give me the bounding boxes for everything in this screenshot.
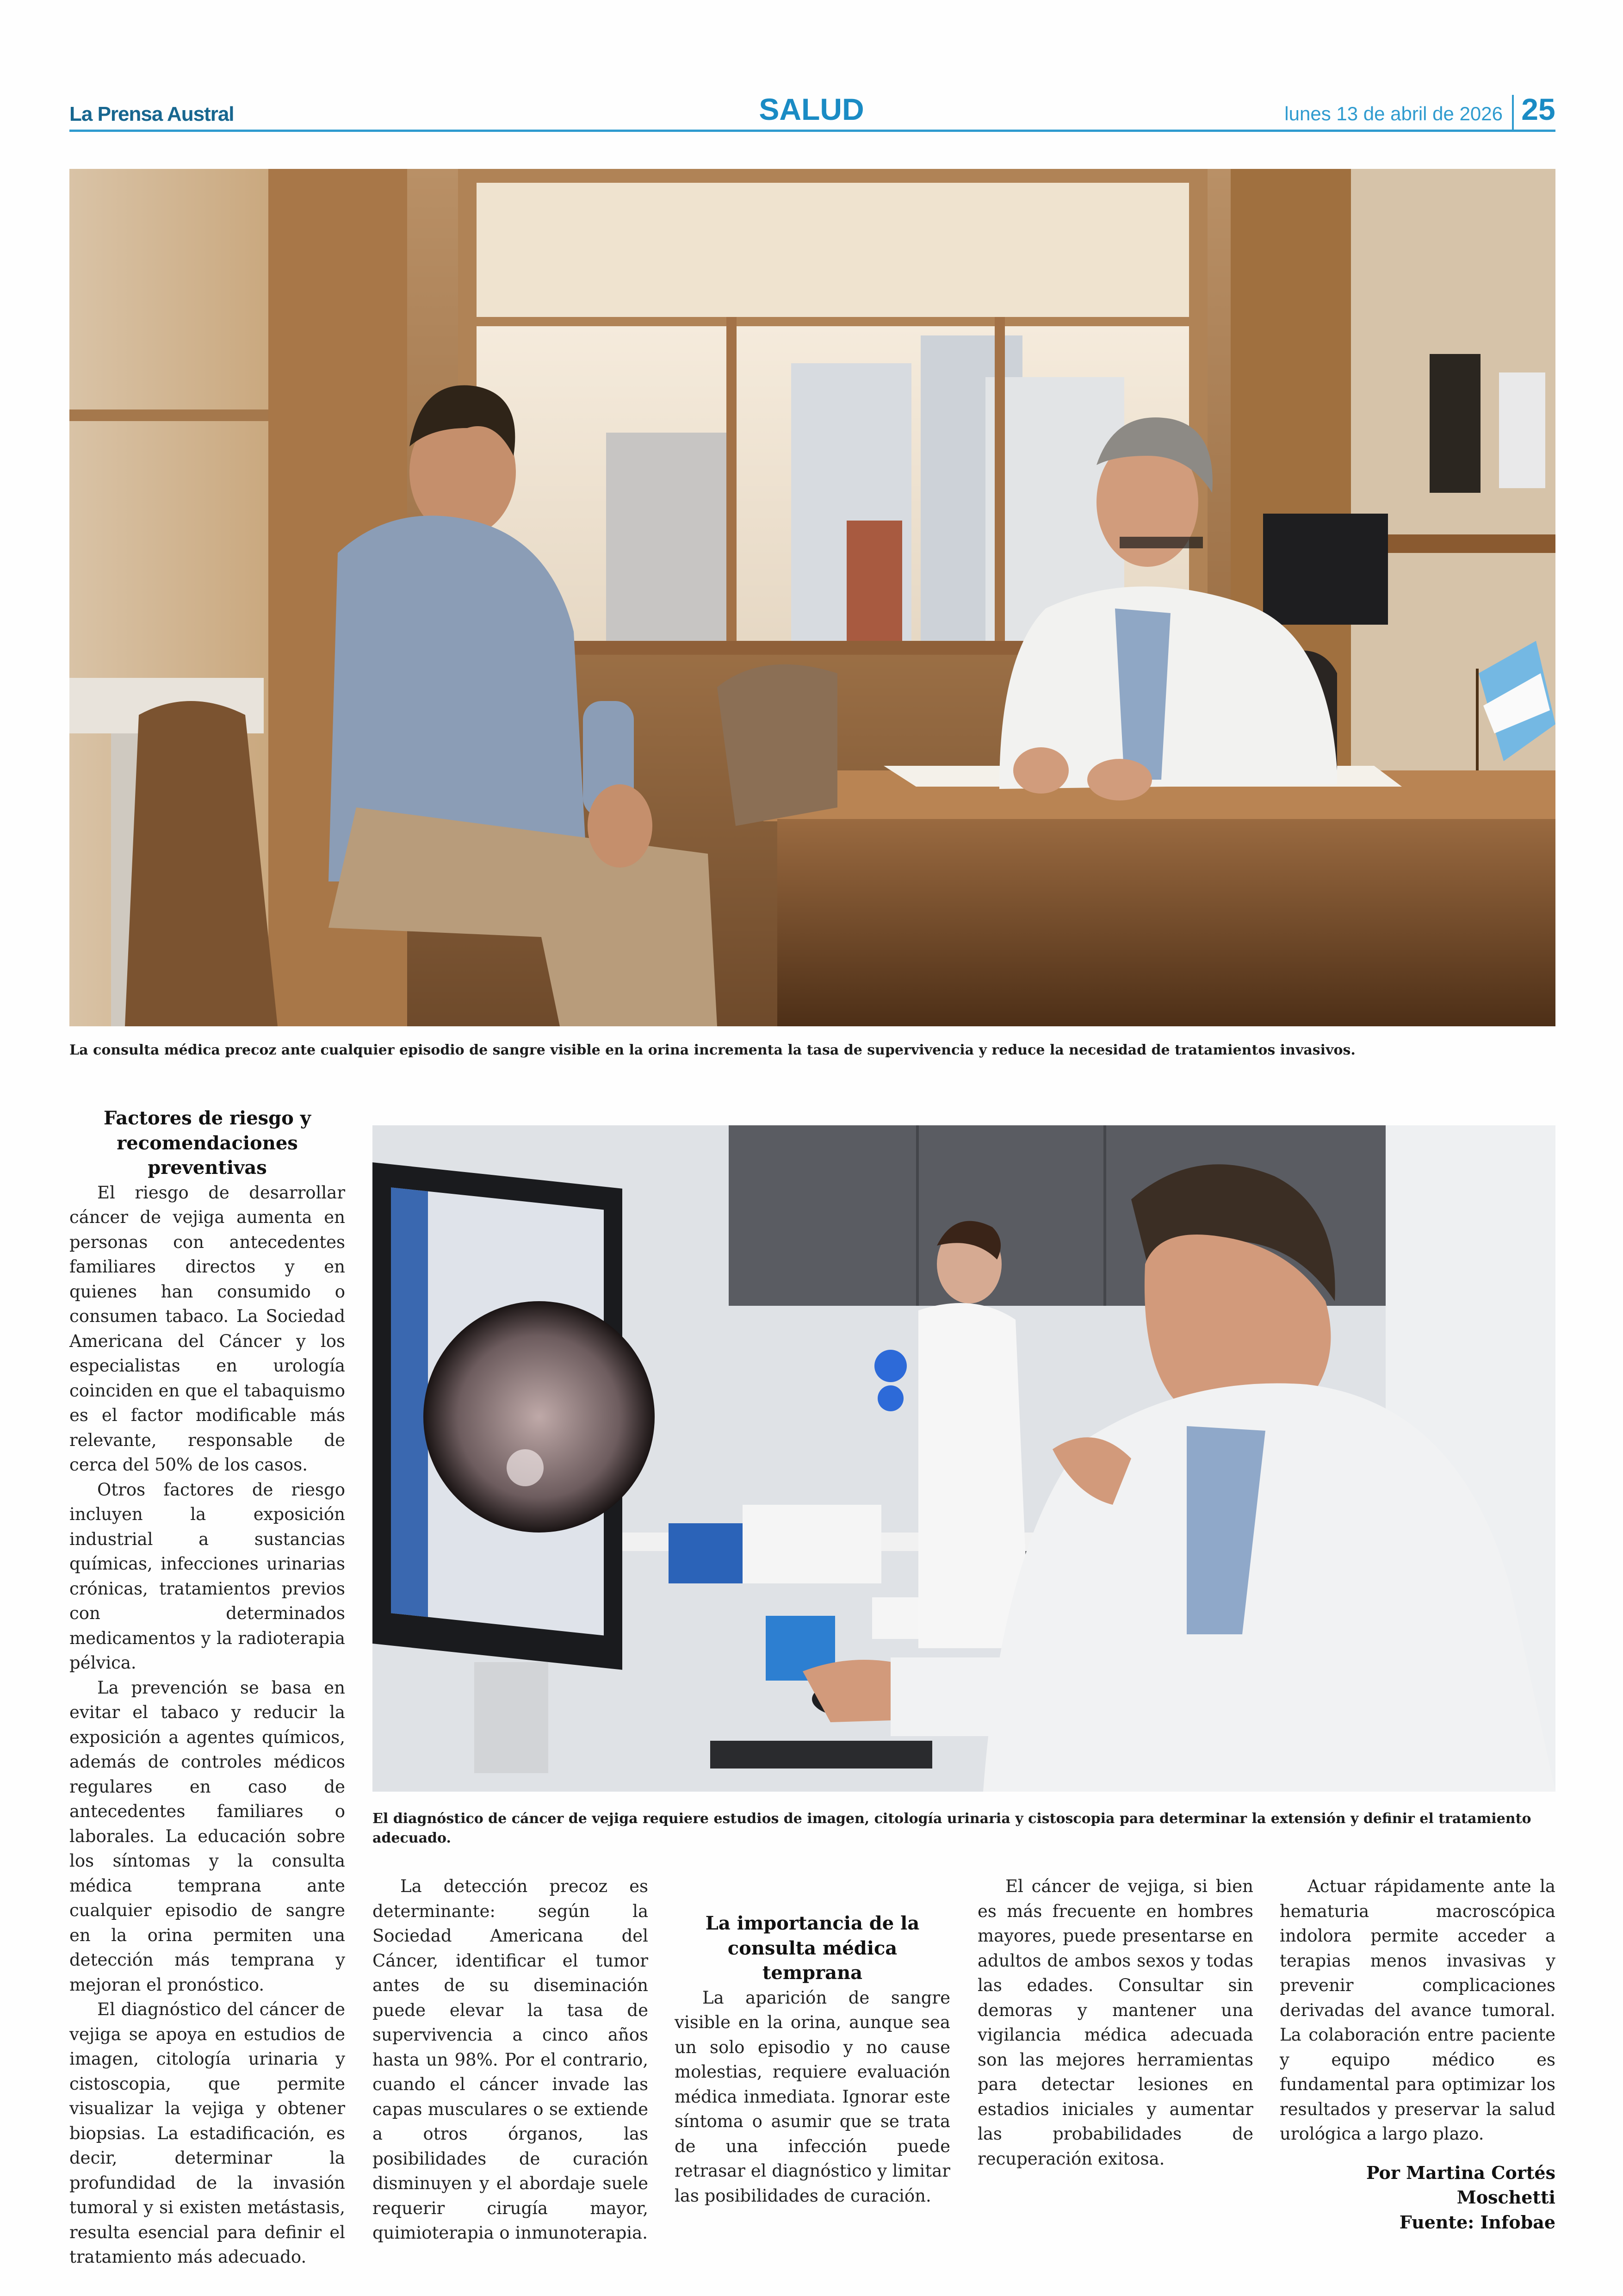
photo2-caption: El diagnóstico de cáncer de vejiga requiere estudios de imagen, citología urinaria y cistoscopia para determinar la extensión y definir el tratamiento adecuado. (372, 1811, 1531, 1846)
article-column-3 (675, 1911, 950, 2208)
page-number: 25 (1521, 92, 1555, 126)
paragraph: El diagnóstico del cáncer de vejiga se apoya en estudios de imagen, citología urinaria y cistoscopia, que permite visualizar la vejiga y obtener biopsias. La estadificación, es decir, determinar la profundidad de la invasión tumoral y si existen metástasis, resulta esencial para definir el tratamiento más adecuado. (69, 1999, 345, 2267)
newspaper-name: La Prensa Austral (69, 103, 234, 125)
subheading-risk-factors: Factores de riesgo y recomendaciones preventivas (103, 1107, 311, 1179)
header-rule (69, 130, 1555, 132)
byline (1280, 2160, 1555, 2235)
lab-photo (372, 1125, 1555, 1792)
paragraph: Otros factores de riesgo incluyen la exposición industrial a sustancias químicas, infecciones urinarias crónicas, tratamientos previos con determinados medicamentos y la radioterapia pélvica. (69, 1479, 345, 1673)
paragraph: Actuar rápidamente ante la hematuria macroscópica indolora permite acceder a terapias menos invasivas y prevenir complicaciones derivadas del avance tumoral. La colaboración entre paciente y equipo médico es fundamental para optimizar los resultados y preservar la salud urológica a largo plazo. (1280, 1876, 1555, 2144)
lab-illustration (372, 1125, 1555, 1792)
byline-source: Fuente: Infobae (1399, 2211, 1555, 2233)
paragraph: La detección precoz es determinante: según la Sociedad Americana del Cáncer, identificar el tumor antes de su diseminación puede elevar la tasa de supervivencia a cinco años hasta un 98%. Por el contrario, cuando el cáncer invade las capas musculares o se extiende a otros órganos, las posibilidades de curación disminuyen y el abordaje suele requerir cirugía mayor, quimioterapia o inmunoterapia. (372, 1876, 648, 2243)
byline-author: Por Martina Cortés Moschetti (1366, 2162, 1555, 2208)
paragraph: La prevención se basa en evitar el tabaco y reducir la exposición a agentes químicos, además de controles médicos regulares en caso de antecedentes familiares o laborales. La educación sobre los síntomas y la consulta médica temprana ante cualquier episodio de sangre en la orina permiten una detección más temprana y mejoran el pronóstico. (69, 1677, 345, 1995)
paragraph: El riesgo de desarrollar cáncer de vejiga aumenta en personas con antecedentes familiares directos y en quienes han consumido o consumen tabaco. La Sociedad Americana del Cáncer y los especialistas en urología coinciden en que el tabaquismo es el factor modificable más relevante, responsable de cerca del 50% de los casos. (69, 1182, 345, 1475)
issue-date: lunes 13 de abril de 2026 (1284, 103, 1503, 124)
article-column-5 (1280, 1874, 1555, 2234)
consultation-photo (69, 169, 1555, 1026)
article-column-2 (372, 1874, 648, 2246)
article-column-1 (69, 1106, 345, 2270)
header-separator (1512, 95, 1514, 130)
consultation-illustration (69, 169, 1555, 1026)
photo1-caption: La consulta médica precoz ante cualquier episodio de sangre visible en la orina incrementa la tasa de supervivencia y reduce la necesidad de tratamientos invasivos. (69, 1042, 1356, 1058)
section-title: SALUD (759, 92, 864, 126)
subheading-early-consultation: La importancia de la consulta médica temprana (705, 1912, 920, 1984)
paragraph: La aparición de sangre visible en la orina, aunque sea un solo episodio y no cause molestias, requiere evaluación médica inmediata. Ignorar este síntoma o asumir que se trata de una infección puede retrasar el diagnóstico y limitar las posibilidades de curación. (675, 1987, 950, 2206)
article-column-4 (978, 1874, 1253, 2171)
paragraph: El cáncer de vejiga, si bien es más frecuente en hombres mayores, puede presentarse en adultos de ambos sexos y todas las edades. Consultar sin demoras y mantener una vigilancia médica adecuada son las mejores herramientas para detectar lesiones en estadios iniciales y aumentar las probabilidades de recuperación exitosa. (978, 1876, 1253, 2169)
